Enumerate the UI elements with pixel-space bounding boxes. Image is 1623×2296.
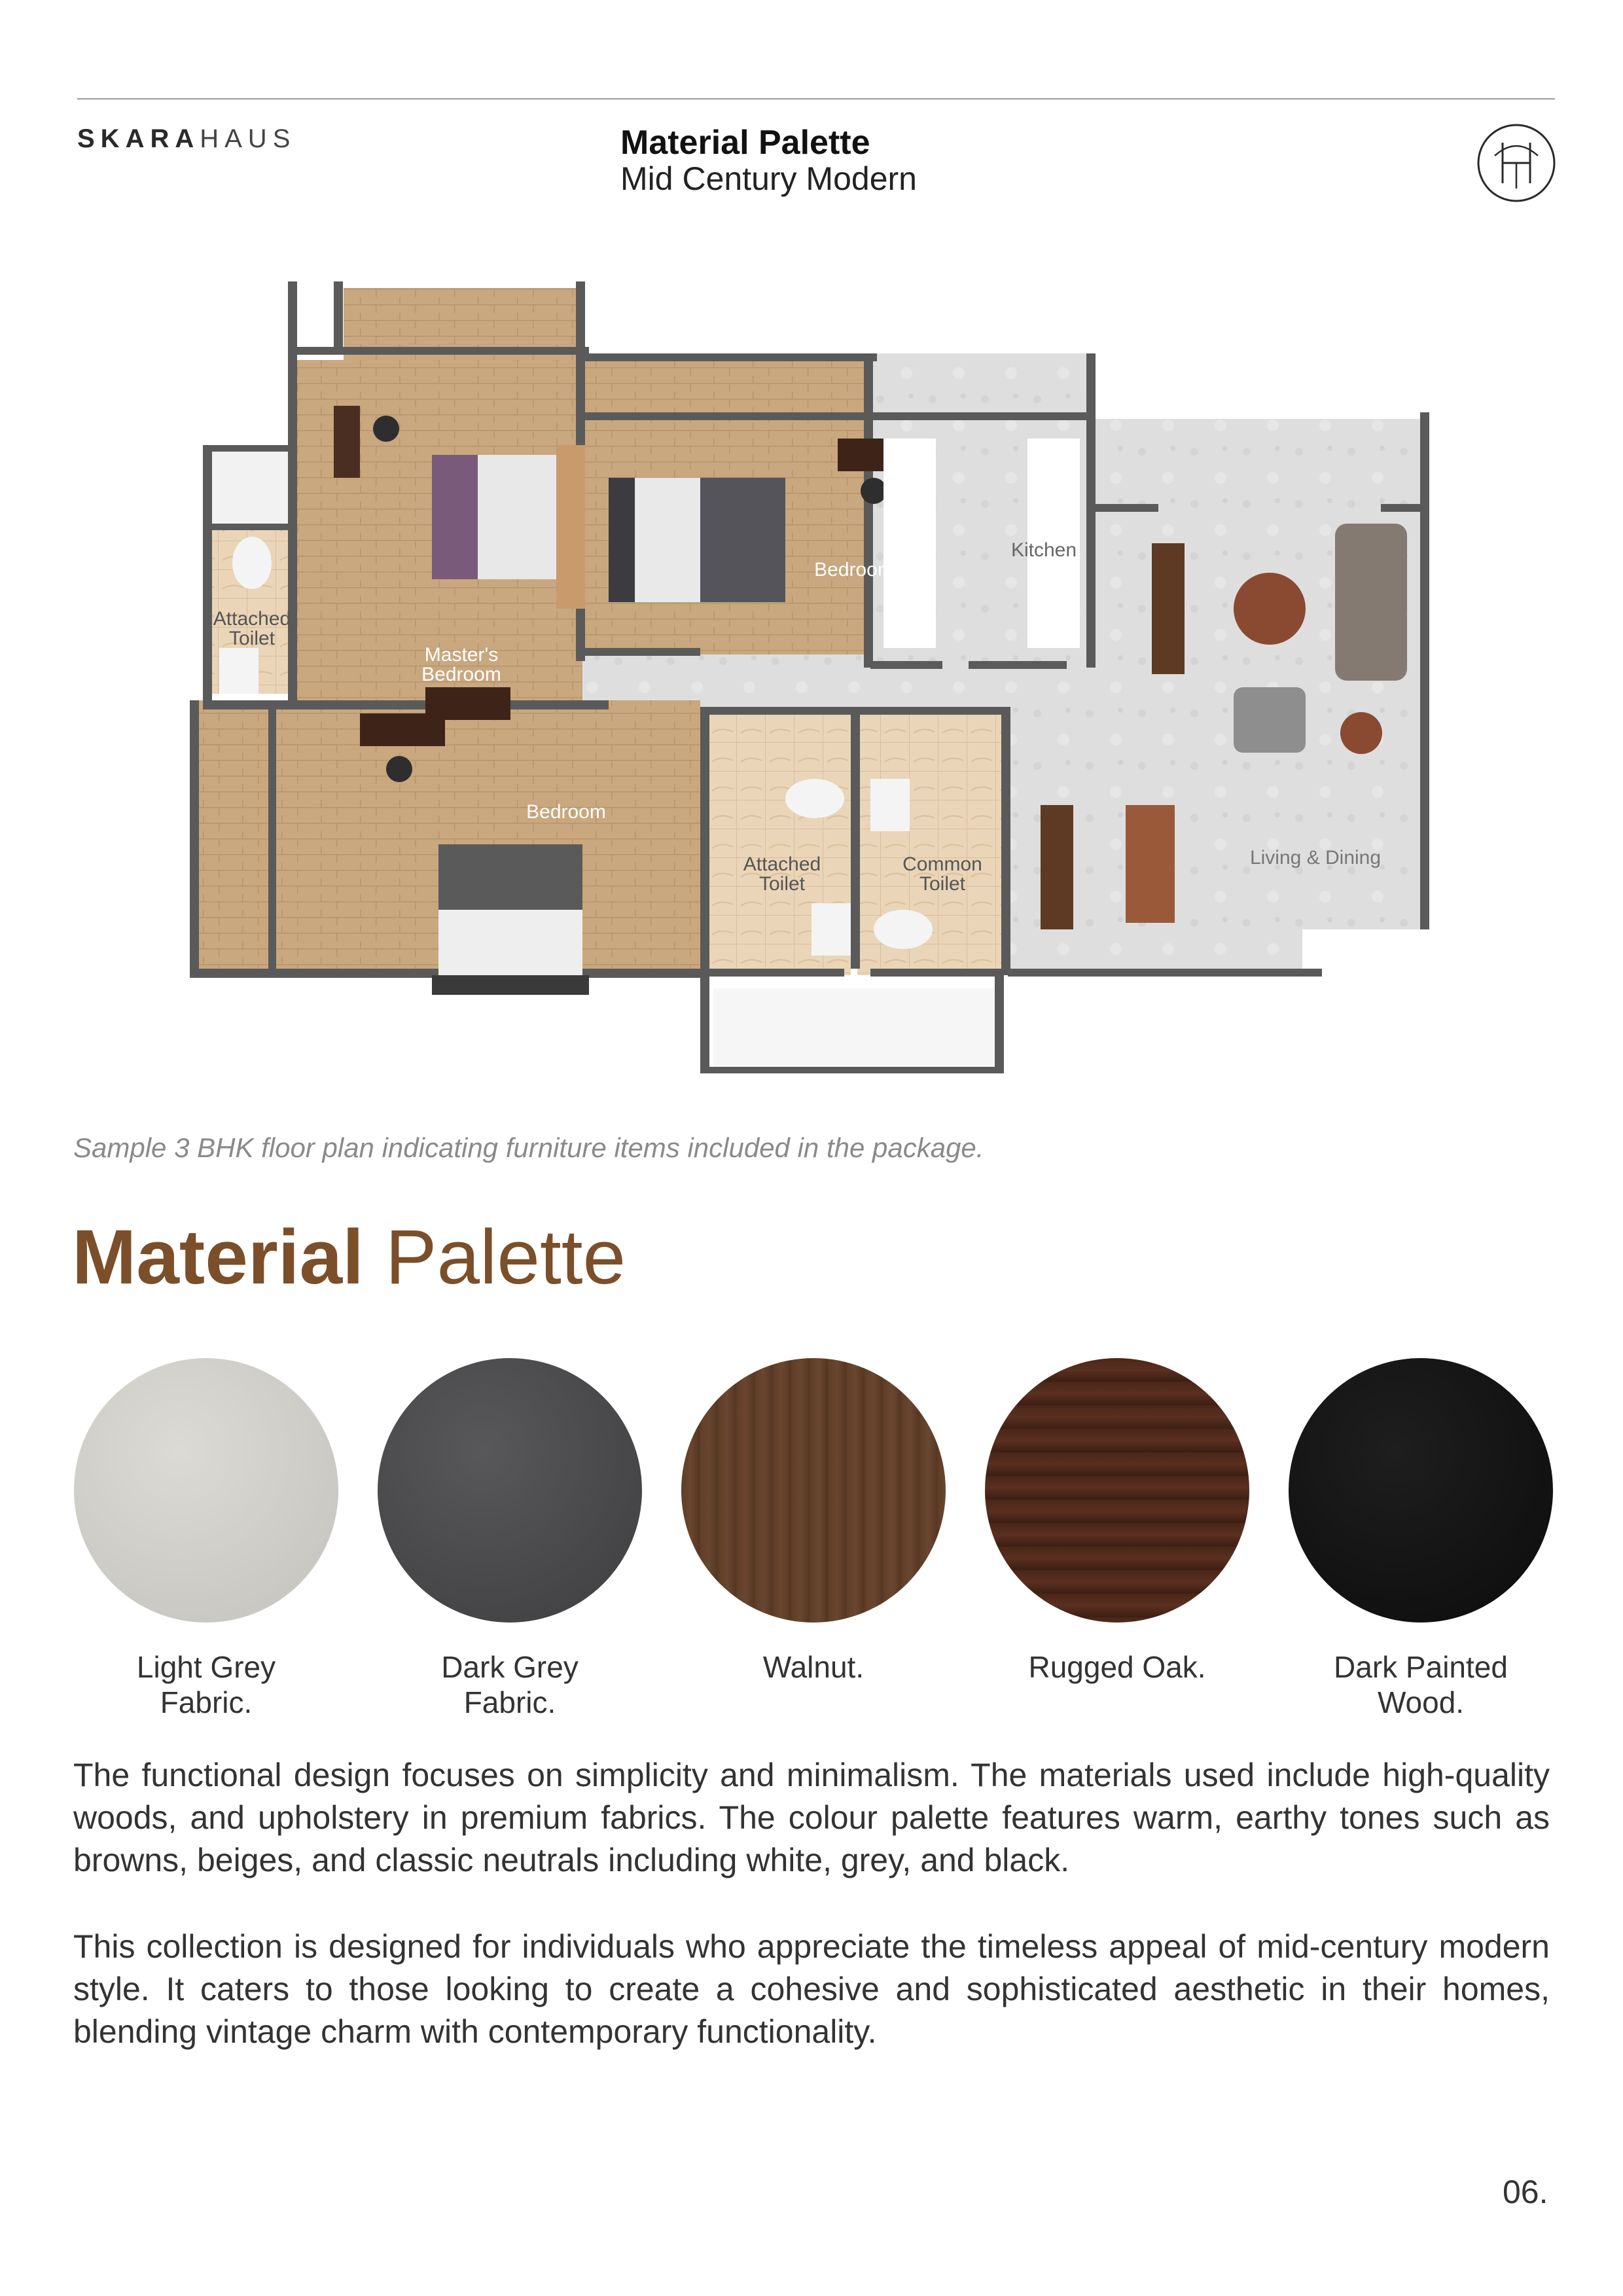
floor-plan <box>190 281 1446 1093</box>
swatch-label-rugged-oak: Rugged Oak. <box>1028 1650 1206 1684</box>
common-toilet-basin <box>870 779 910 831</box>
bedroom-2-desk <box>360 713 445 746</box>
walnut-swatch <box>681 1358 946 1623</box>
swatch-label-walnut: Walnut. <box>762 1650 865 1684</box>
brand-name-part2: HAUS <box>200 124 296 153</box>
description-paragraph-2: This collection is designed for individuals who appreciate the timeless appeal of mid-century modern style. It caters to those looking to create a cohesive and sophisticated aesthetic in their homes, blending vintage charm with contemporary functionality. <box>73 1928 1550 2050</box>
bedroom-2-bed-throw <box>438 844 582 910</box>
room-label-attached-toilet-2: Attached Toilet <box>743 853 821 895</box>
page-number: 06. <box>1503 2174 1548 2210</box>
toilet-1-basin <box>219 648 259 694</box>
header-title: Material Palette <box>620 124 870 162</box>
monogram-logo-icon <box>1476 123 1556 203</box>
utility-floor <box>870 353 1093 419</box>
living-armchair <box>1234 687 1306 753</box>
toilet-1-wc <box>232 537 272 589</box>
kitchen-counter-left <box>883 439 936 648</box>
description-paragraph-1: The functional design focuses on simplicity and minimalism. The materials used include high-quality woods, and upholstery in premium fabrics. The colour palette features warm, earthy tones such as browns, beiges, and classic neutrals including white, grey, and black. <box>73 1757 1550 1878</box>
toilet-2-wc <box>785 779 844 818</box>
living-tv-unit <box>1152 543 1185 674</box>
light-grey-fabric-swatch <box>74 1358 338 1623</box>
section-title-light: Palette <box>385 1214 626 1300</box>
toilet-1-duct <box>209 452 288 524</box>
brand-name-part1: SKARA <box>77 124 200 153</box>
bedroom-1-balcony-floor <box>582 353 870 419</box>
dark-painted-wood-swatch <box>1289 1358 1553 1623</box>
bedroom-2-headboard <box>432 975 589 995</box>
bedroom-1-headboard <box>609 478 635 602</box>
dining-table <box>1126 805 1175 923</box>
master-bed-throw <box>432 455 478 579</box>
bedroom-1-bed-throw <box>700 478 785 602</box>
master-desk <box>334 406 360 478</box>
dining-sideboard <box>1041 805 1073 929</box>
room-label-kitchen: Kitchen <box>1010 539 1077 561</box>
room-label-attached-toilet-1: Attached Toilet <box>213 608 291 649</box>
swatch-label-dark-grey-fabric: Dark Grey Fabric. <box>441 1650 579 1719</box>
master-side-wardrobe <box>556 445 585 609</box>
dark-grey-fabric-swatch <box>378 1358 642 1623</box>
living-sofa <box>1335 524 1407 681</box>
room-label-common-toilet: Common Toilet <box>902 853 982 895</box>
header-divider <box>77 98 1555 99</box>
side-table <box>1340 712 1382 754</box>
room-label-bedroom-2: Bedroom <box>526 801 606 823</box>
bedroom-1-chair <box>861 478 887 504</box>
coffee-table <box>1234 573 1306 645</box>
bedroom-2-chair <box>386 756 412 782</box>
header-subtitle: Mid Century Modern <box>620 160 917 197</box>
room-label-living-dining: Living & Dining <box>1249 847 1382 869</box>
rugged-oak-swatch <box>985 1358 1249 1623</box>
section-title <box>72 1214 626 1300</box>
swatch-label-light-grey-fabric: Light Grey Fabric. <box>136 1650 276 1719</box>
swatch-label-dark-painted-wood: Dark Painted Wood. <box>1334 1650 1508 1719</box>
brand-logo <box>77 124 296 154</box>
room-label-bedroom-1: Bedroom <box>814 559 894 581</box>
common-toilet-wc <box>874 910 933 949</box>
room-label-masters-bedroom: Master's Bedroom <box>421 644 501 685</box>
toilet-duct-floor <box>713 988 1001 1067</box>
section-title-bold: Material <box>72 1214 364 1300</box>
master-chair <box>373 416 399 442</box>
floor-plan-caption: Sample 3 BHK floor plan indicating furniture items included in the package. <box>73 1132 984 1163</box>
toilet-2-basin <box>812 903 851 956</box>
